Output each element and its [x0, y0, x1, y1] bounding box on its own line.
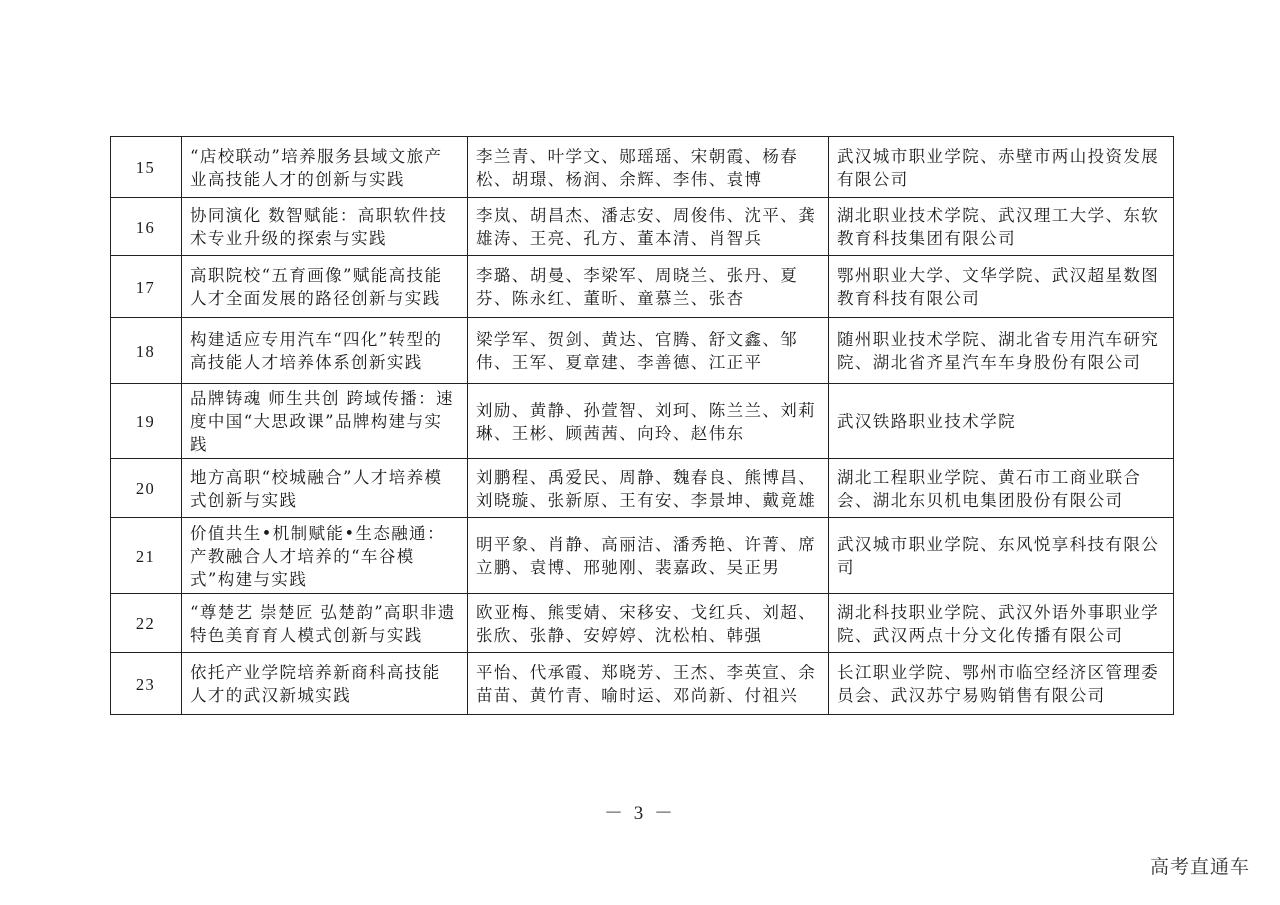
table-row — [111, 318, 1174, 384]
members: 李璐、胡曼、李梁军、周晓兰、张丹、夏芬、陈永红、董昕、童慕兰、张杏 — [468, 256, 829, 318]
project-title: 依托产业学院培养新商科高技能人才的武汉新城实践 — [182, 653, 468, 715]
row-number: 20 — [111, 459, 182, 518]
row-number: 22 — [111, 594, 182, 653]
table-row — [111, 518, 1174, 594]
row-number: 18 — [111, 318, 182, 384]
units: 湖北工程职业学院、黄石市工商业联合会、湖北东贝机电集团股份有限公司 — [829, 459, 1174, 518]
units: 武汉铁路职业技术学院 — [829, 384, 1174, 459]
units: 武汉城市职业学院、赤壁市两山投资发展有限公司 — [829, 137, 1174, 198]
project-title: “店校联动”培养服务县域文旅产业高技能人才的创新与实践 — [182, 137, 468, 198]
project-title: “尊楚艺 崇楚匠 弘楚韵”高职非遗特色美育育人模式创新与实践 — [182, 594, 468, 653]
members: 梁学军、贺剑、黄达、官腾、舒文鑫、邹伟、王军、夏章建、李善德、江正平 — [468, 318, 829, 384]
table-row — [111, 198, 1174, 256]
row-number: 19 — [111, 384, 182, 459]
project-title: 高职院校“五育画像”赋能高技能人才全面发展的路径创新与实践 — [182, 256, 468, 318]
members: 明平象、肖静、高丽洁、潘秀艳、许菁、席立鹏、袁博、邢驰刚、裴嘉政、吴正男 — [468, 518, 829, 594]
members: 刘励、黄静、孙萱智、刘珂、陈兰兰、刘莉琳、王彬、顾茜茜、向玲、赵伟东 — [468, 384, 829, 459]
members: 刘鹏程、禹爱民、周静、魏春良、熊博昌、刘晓璇、张新原、王有安、李景坤、戴竟雄 — [468, 459, 829, 518]
project-title: 价值共生•机制赋能•生态融通：产教融合人才培养的“车谷模式”构建与实践 — [182, 518, 468, 594]
row-number: 17 — [111, 256, 182, 318]
row-number: 21 — [111, 518, 182, 594]
table-row — [111, 653, 1174, 715]
row-number: 15 — [111, 137, 182, 198]
table-row — [111, 594, 1174, 653]
row-number: 16 — [111, 198, 182, 256]
units: 随州职业技术学院、湖北省专用汽车研究院、湖北省齐星汽车车身股份有限公司 — [829, 318, 1174, 384]
award-table — [110, 136, 1174, 715]
units: 鄂州职业大学、文华学院、武汉超星数图教育科技有限公司 — [829, 256, 1174, 318]
table-row — [111, 459, 1174, 518]
row-number: 23 — [111, 653, 182, 715]
project-title: 构建适应专用汽车“四化”转型的高技能人才培养体系创新实践 — [182, 318, 468, 384]
members: 平怡、代承霞、郑晓芳、王杰、李英宣、余苗苗、黄竹青、喻时运、邓尚新、付祖兴 — [468, 653, 829, 715]
table-row — [111, 256, 1174, 318]
units: 武汉城市职业学院、东风悦享科技有限公司 — [829, 518, 1174, 594]
units: 湖北科技职业学院、武汉外语外事职业学院、武汉两点十分文化传播有限公司 — [829, 594, 1174, 653]
units: 长江职业学院、鄂州市临空经济区管理委员会、武汉苏宁易购销售有限公司 — [829, 653, 1174, 715]
table-row — [111, 137, 1174, 198]
table-row — [111, 384, 1174, 459]
project-title: 地方高职“校城融合”人才培养模式创新与实践 — [182, 459, 468, 518]
project-title: 协同演化 数智赋能：高职软件技术专业升级的探索与实践 — [182, 198, 468, 256]
members: 李兰青、叶学文、郧瑶瑶、宋朝霞、杨春松、胡璟、杨润、余辉、李伟、袁博 — [468, 137, 829, 198]
members: 欧亚梅、熊雯婧、宋移安、戈红兵、刘超、张欣、张静、安婷婷、沈松柏、韩强 — [468, 594, 829, 653]
watermark: 高考直通车 — [1149, 856, 1250, 878]
project-title: 品牌铸魂 师生共创 跨域传播：速度中国“大思政课”品牌构建与实践 — [182, 384, 468, 459]
page-number: － 3 － — [603, 803, 676, 824]
members: 李岚、胡昌杰、潘志安、周俊伟、沈平、龚雄涛、王亮、孔方、董本清、肖智兵 — [468, 198, 829, 256]
units: 湖北职业技术学院、武汉理工大学、东软教育科技集团有限公司 — [829, 198, 1174, 256]
